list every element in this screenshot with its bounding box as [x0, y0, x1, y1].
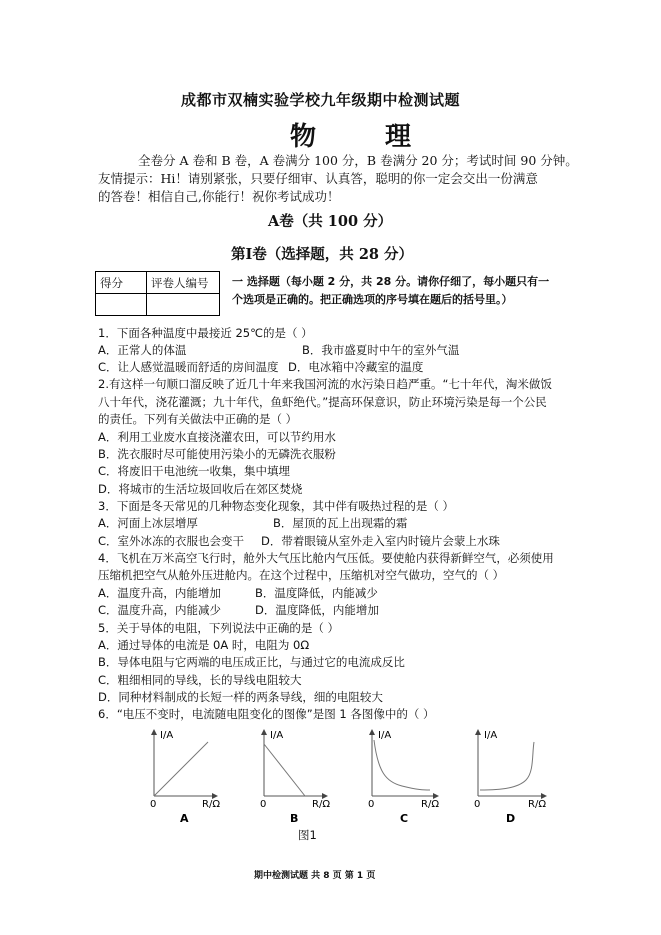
school-title: 成都市双楠实验学校九年级期中检测试题	[181, 91, 461, 109]
question-2-line-3: 的责任。下列有关做法中正确的是（ ）	[98, 412, 298, 426]
option-5d: D．同种材料制成的长短一样的两条导线，细的电阻较大	[98, 690, 383, 704]
option-1d: D．电冰箱中冷藏室的温度	[288, 360, 424, 374]
option-1a: A．正常人的体温	[98, 343, 187, 357]
subject-title: 物 理	[290, 122, 442, 152]
graph-d-xlabel: R/Ω	[528, 799, 546, 810]
question-2-line-1: 2.有这样一句顺口溜反映了近几十年来我国河流的水污染日趋严重。“七十年代，淘米做饭	[98, 377, 552, 391]
graph-d-origin: 0	[474, 799, 481, 810]
graph-a-xlabel: R/Ω	[202, 799, 220, 810]
graph-a-origin: 0	[150, 799, 157, 810]
option-4c: C．温度升高，内能减少	[98, 603, 222, 617]
option-3d: D．带着眼镜从室外走入室内时镜片会蒙上水珠	[261, 534, 500, 548]
option-3b: B．屋顶的瓦上出现霜的霜	[273, 516, 408, 530]
option-1b: B．我市盛夏时中午的室外气温	[302, 343, 460, 357]
graph-b-xlabel: R/Ω	[312, 799, 330, 810]
section-a-title: A卷（共 100 分）	[268, 213, 393, 230]
graph-c	[368, 730, 439, 825]
page-footer: 期中检测试题 共 8 页 第 1 页	[254, 871, 376, 881]
graph-d-ylabel: I/A	[484, 730, 498, 741]
question-6: 6．“电压不变时，电流随电阻变化的图像”是图 1 各图像中的（ ）	[98, 707, 435, 721]
option-2c: C．将废旧干电池统一收集，集中填埋	[98, 464, 291, 478]
option-2a: A．利用工业废水直接浇灌农田，可以节约用水	[98, 430, 336, 444]
option-2b: B．洗衣服时尽可能使用污染小的无磷洗衣服粉	[98, 447, 336, 461]
option-1c: C．让人感觉温暖而舒适的房间温度	[98, 360, 279, 374]
graph-c-xlabel: R/Ω	[421, 799, 439, 810]
graph-a-line	[154, 742, 208, 796]
question-1: 1．下面各种温度中最接近 25℃的是（ ）	[98, 326, 313, 340]
option-2d: D．将城市的生活垃圾回收后在郊区焚烧	[98, 482, 303, 496]
option-4a: A．温度升高，内能增加	[98, 586, 221, 600]
score-cell[interactable]	[96, 294, 147, 316]
graph-c-letter: C	[400, 812, 409, 825]
option-5c: C．粗细相同的导线，长的导线电阻较大	[98, 673, 302, 687]
graph-b-origin: 0	[260, 799, 267, 810]
graph-d-curve	[480, 742, 534, 790]
graph-a-letter: A	[180, 812, 189, 825]
question-3: 3．下面是冬天常见的几种物态变化现象，其中伴有吸热过程的是（ ）	[98, 499, 454, 513]
question-4-line-2: 压缩机把空气从舱外压进舱内。在这个过程中，压缩机对空气做功，空气的（ ）	[98, 568, 505, 582]
question-2-line-2: 八十年代，浇花灌溉；九十年代，鱼虾绝代。”提高环保意识，防止环境污染是每一个公民	[98, 395, 547, 409]
question-4-line-1: 4．飞机在万米高空飞行时，舱外大气压比舱内气压低。要使舱内获得新鲜空气，必须使用	[98, 551, 554, 565]
option-5a: A．通过导体的电流是 0A 时，电阻为 0Ω	[98, 638, 310, 652]
graph-b-letter: B	[290, 812, 299, 825]
graph-d	[474, 730, 546, 825]
graph-d-letter: D	[506, 812, 516, 825]
score-label: 得分	[96, 272, 147, 294]
graph-c-ylabel: I/A	[378, 730, 392, 741]
grader-cell[interactable]	[147, 294, 220, 316]
graph-c-curve	[374, 740, 430, 790]
option-4b: B．温度降低，内能减少	[255, 586, 378, 600]
grader-label: 评卷人编号	[147, 272, 220, 294]
graph-b-ylabel: I/A	[270, 730, 284, 741]
figure-1-graphs	[140, 724, 570, 829]
figure-caption: 图1	[298, 828, 317, 842]
graph-b-line	[264, 744, 305, 796]
instruction-line-1: 一 选择题（每小题 2 分，共 28 分。请你仔细了，每小题只有一	[232, 275, 550, 288]
question-5: 5．关于导体的电阻，下列说法中正确的是（ ）	[98, 621, 339, 635]
graph-a-ylabel: I/A	[160, 730, 174, 741]
part1-title: 第Ⅰ卷（选择题，共 28 分）	[231, 246, 414, 263]
graph-b	[260, 730, 330, 825]
score-table	[95, 271, 220, 316]
option-3c: C．室外冰冻的衣服也会变干	[98, 534, 245, 548]
tip-line-2: 的答卷！相信自己,你能行！祝你考试成功！	[98, 189, 340, 204]
option-5b: B．导体电阻与它两端的电压成正比，与通过它的电流成反比	[98, 655, 405, 669]
option-4d: D．温度降低，内能增加	[255, 603, 379, 617]
graph-a	[150, 730, 220, 825]
instruction-line-2: 个选项是正确的。把正确选项的序号填在题后的括号里。）	[232, 293, 513, 306]
exam-info: 全卷分 A 卷和 B 卷，A 卷满分 100 分，B 卷满分 20 分；考试时间 90 分钟。	[138, 153, 578, 168]
tip-line-1: 友情提示：Hi！请别紧张，只要仔细审、认真答，聪明的你一定会交出一份满意	[98, 171, 538, 186]
graph-c-origin: 0	[368, 799, 375, 810]
option-3a: A．河面上冰层增厚	[98, 516, 198, 530]
